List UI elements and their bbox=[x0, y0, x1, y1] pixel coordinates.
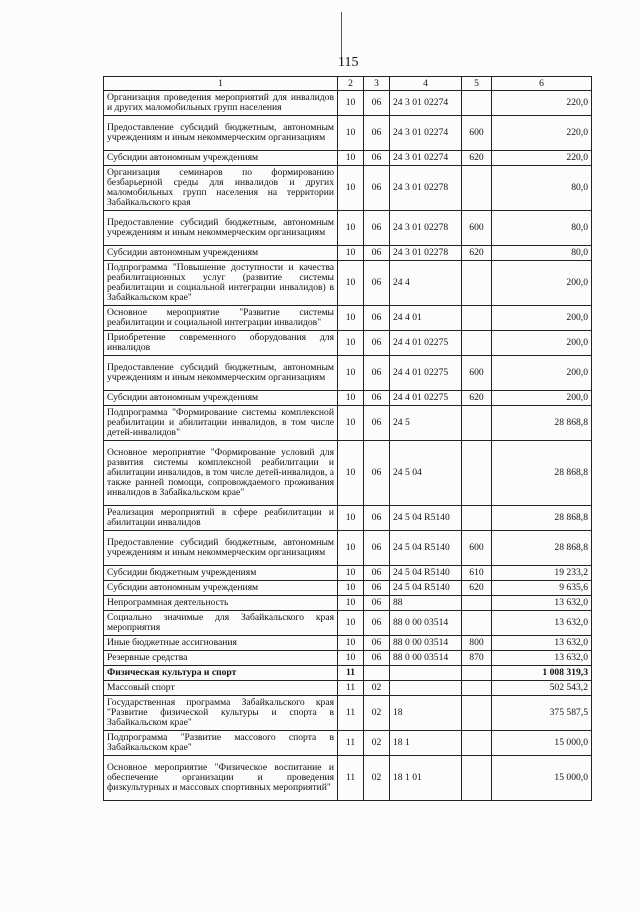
table-row bbox=[104, 166, 592, 211]
expense-type-code: 600 bbox=[462, 356, 492, 391]
table-row bbox=[104, 116, 592, 151]
page-number: 115 bbox=[338, 55, 359, 70]
table-row bbox=[104, 91, 592, 116]
amount: 9 635,6 bbox=[492, 581, 592, 596]
row-name: Подпрограмма "Формирование системы комплексной реабилитации и абилитации инвалидов, в том числе детей-инвалидов" bbox=[104, 406, 338, 441]
amount: 80,0 bbox=[492, 166, 592, 211]
amount: 19 233,2 bbox=[492, 566, 592, 581]
expense-type-code: 620 bbox=[462, 391, 492, 406]
section-code: 11 bbox=[338, 681, 364, 696]
row-name: Основное мероприятие "Развитие системы реабилитации и социальной интеграции инвалидов" bbox=[104, 306, 338, 331]
row-name: Подпрограмма "Развитие массового спорта в Забайкальском крае" bbox=[104, 731, 338, 756]
amount: 13 632,0 bbox=[492, 596, 592, 611]
subsection-code: 02 bbox=[364, 696, 390, 731]
expense-type-code bbox=[462, 441, 492, 506]
expense-type-code bbox=[462, 596, 492, 611]
row-name: Приобретение современного оборудования для инвалидов bbox=[104, 331, 338, 356]
target-article-code: 24 3 01 02278 bbox=[390, 166, 462, 211]
subsection-code: 02 bbox=[364, 731, 390, 756]
target-article-code: 18 1 bbox=[390, 731, 462, 756]
target-article-code: 88 0 00 03514 bbox=[390, 651, 462, 666]
table-row bbox=[104, 331, 592, 356]
expense-type-code bbox=[462, 306, 492, 331]
row-name: Предоставление субсидий бюджетным, автономным учреждениям и иным некоммерческим организациям bbox=[104, 116, 338, 151]
subsection-code: 06 bbox=[364, 151, 390, 166]
column-header: 6 bbox=[492, 77, 592, 91]
expense-type-code: 610 bbox=[462, 566, 492, 581]
section-code: 10 bbox=[338, 391, 364, 406]
table-row bbox=[104, 306, 592, 331]
amount: 200,0 bbox=[492, 331, 592, 356]
row-name: Государственная программа Забайкальского края "Развитие физической культуры и спорта в Забайкальском крае" bbox=[104, 696, 338, 731]
section-code: 10 bbox=[338, 531, 364, 566]
amount: 13 632,0 bbox=[492, 651, 592, 666]
section-code: 10 bbox=[338, 166, 364, 211]
amount: 200,0 bbox=[492, 391, 592, 406]
row-name: Подпрограмма "Повышение доступности и качества реабилитационных услуг (развитие системы реабилитации и социальной интеграции инвалидов) в Забайкальском крае" bbox=[104, 261, 338, 306]
subsection-code: 02 bbox=[364, 681, 390, 696]
amount: 1 008 319,3 bbox=[492, 666, 592, 681]
expense-type-code bbox=[462, 731, 492, 756]
row-name: Предоставление субсидий бюджетным, автономным учреждениям и иным некоммерческим организациям bbox=[104, 211, 338, 246]
amount: 15 000,0 bbox=[492, 756, 592, 801]
subsection-code: 06 bbox=[364, 261, 390, 306]
table-header-row bbox=[104, 77, 592, 91]
subsection-code: 06 bbox=[364, 306, 390, 331]
section-code: 10 bbox=[338, 116, 364, 151]
row-name: Предоставление субсидий бюджетным, автономным учреждениям и иным некоммерческим организациям bbox=[104, 356, 338, 391]
target-article-code: 18 1 01 bbox=[390, 756, 462, 801]
amount: 28 868,8 bbox=[492, 441, 592, 506]
expense-type-code: 800 bbox=[462, 636, 492, 651]
row-name: Резервные средства bbox=[104, 651, 338, 666]
target-article-code: 24 5 04 R5140 bbox=[390, 531, 462, 566]
budget-table bbox=[103, 76, 592, 801]
expense-type-code bbox=[462, 756, 492, 801]
subsection-code: 06 bbox=[364, 441, 390, 506]
subsection-code: 02 bbox=[364, 756, 390, 801]
expense-type-code: 600 bbox=[462, 116, 492, 151]
row-name: Субсидии автономным учреждениям bbox=[104, 391, 338, 406]
section-code: 10 bbox=[338, 306, 364, 331]
table-row bbox=[104, 666, 592, 681]
subsection-code bbox=[364, 666, 390, 681]
column-header: 4 bbox=[390, 77, 462, 91]
row-name: Социально значимые для Забайкальского края мероприятия bbox=[104, 611, 338, 636]
target-article-code: 18 bbox=[390, 696, 462, 731]
section-code: 10 bbox=[338, 611, 364, 636]
section-code: 10 bbox=[338, 596, 364, 611]
amount: 502 543,2 bbox=[492, 681, 592, 696]
target-article-code bbox=[390, 666, 462, 681]
section-code: 10 bbox=[338, 356, 364, 391]
expense-type-code: 870 bbox=[462, 651, 492, 666]
table-row bbox=[104, 391, 592, 406]
target-article-code: 24 4 01 bbox=[390, 306, 462, 331]
target-article-code: 24 3 01 02278 bbox=[390, 246, 462, 261]
table-row bbox=[104, 246, 592, 261]
row-name: Иные бюджетные ассигнования bbox=[104, 636, 338, 651]
target-article-code: 24 4 01 02275 bbox=[390, 356, 462, 391]
row-name: Массовый спорт bbox=[104, 681, 338, 696]
row-name: Непрограммная деятельность bbox=[104, 596, 338, 611]
row-name: Основное мероприятие "Формирование условий для развития системы комплексной реабилитации и абилитации инвалидов, в том числе детей-инвалидов, а также ранней помощи, сопровождаемого проживания инвалидов в Забайкальском крае" bbox=[104, 441, 338, 506]
table-row bbox=[104, 681, 592, 696]
section-code: 11 bbox=[338, 731, 364, 756]
target-article-code: 24 3 01 02274 bbox=[390, 116, 462, 151]
table-row bbox=[104, 756, 592, 801]
target-article-code: 24 3 01 02278 bbox=[390, 211, 462, 246]
target-article-code: 24 5 04 R5140 bbox=[390, 506, 462, 531]
section-code: 10 bbox=[338, 651, 364, 666]
subsection-code: 06 bbox=[364, 506, 390, 531]
amount: 28 868,8 bbox=[492, 406, 592, 441]
section-code: 11 bbox=[338, 696, 364, 731]
target-article-code: 24 5 bbox=[390, 406, 462, 441]
expense-type-code bbox=[462, 696, 492, 731]
table-row bbox=[104, 441, 592, 506]
subsection-code: 06 bbox=[364, 331, 390, 356]
subsection-code: 06 bbox=[364, 406, 390, 441]
subsection-code: 06 bbox=[364, 611, 390, 636]
subsection-code: 06 bbox=[364, 596, 390, 611]
subsection-code: 06 bbox=[364, 116, 390, 151]
amount: 15 000,0 bbox=[492, 731, 592, 756]
expense-type-code bbox=[462, 666, 492, 681]
section-code: 10 bbox=[338, 636, 364, 651]
expense-type-code: 620 bbox=[462, 581, 492, 596]
target-article-code: 24 5 04 R5140 bbox=[390, 566, 462, 581]
amount: 13 632,0 bbox=[492, 636, 592, 651]
table-row bbox=[104, 356, 592, 391]
amount: 28 868,8 bbox=[492, 531, 592, 566]
amount: 375 587,5 bbox=[492, 696, 592, 731]
row-name: Субсидии автономным учреждениям bbox=[104, 581, 338, 596]
target-article-code: 24 5 04 bbox=[390, 441, 462, 506]
table-row bbox=[104, 651, 592, 666]
table-row bbox=[104, 596, 592, 611]
subsection-code: 06 bbox=[364, 636, 390, 651]
section-code: 10 bbox=[338, 406, 364, 441]
table-row bbox=[104, 531, 592, 566]
expense-type-code bbox=[462, 166, 492, 211]
column-header: 2 bbox=[338, 77, 364, 91]
expense-type-code: 620 bbox=[462, 151, 492, 166]
amount: 220,0 bbox=[492, 151, 592, 166]
expense-type-code bbox=[462, 331, 492, 356]
amount: 80,0 bbox=[492, 211, 592, 246]
section-code: 10 bbox=[338, 151, 364, 166]
table-row bbox=[104, 611, 592, 636]
section-code: 10 bbox=[338, 581, 364, 596]
expense-type-code: 600 bbox=[462, 211, 492, 246]
section-code: 10 bbox=[338, 441, 364, 506]
target-article-code bbox=[390, 681, 462, 696]
table-row bbox=[104, 261, 592, 306]
expense-type-code bbox=[462, 406, 492, 441]
column-header: 5 bbox=[462, 77, 492, 91]
section-code: 10 bbox=[338, 261, 364, 306]
section-code: 11 bbox=[338, 756, 364, 801]
subsection-code: 06 bbox=[364, 91, 390, 116]
section-code: 10 bbox=[338, 211, 364, 246]
subsection-code: 06 bbox=[364, 531, 390, 566]
row-name: Физическая культура и спорт bbox=[104, 666, 338, 681]
target-article-code: 24 4 01 02275 bbox=[390, 391, 462, 406]
target-article-code: 88 0 00 03514 bbox=[390, 636, 462, 651]
row-name: Организация семинаров по формированию безбарьерной среды для инвалидов и других маломобильных групп населения на территории Забайкальского края bbox=[104, 166, 338, 211]
subsection-code: 06 bbox=[364, 391, 390, 406]
section-code: 10 bbox=[338, 246, 364, 261]
amount: 13 632,0 bbox=[492, 611, 592, 636]
expense-type-code: 620 bbox=[462, 246, 492, 261]
target-article-code: 24 3 01 02274 bbox=[390, 151, 462, 166]
amount: 200,0 bbox=[492, 261, 592, 306]
amount: 200,0 bbox=[492, 306, 592, 331]
section-code: 11 bbox=[338, 666, 364, 681]
amount: 200,0 bbox=[492, 356, 592, 391]
table-body bbox=[104, 91, 592, 801]
amount: 220,0 bbox=[492, 91, 592, 116]
table-row bbox=[104, 566, 592, 581]
subsection-code: 06 bbox=[364, 166, 390, 211]
subsection-code: 06 bbox=[364, 356, 390, 391]
row-name: Субсидии автономным учреждениям bbox=[104, 246, 338, 261]
column-header: 3 bbox=[364, 77, 390, 91]
target-article-code: 24 3 01 02274 bbox=[390, 91, 462, 116]
expense-type-code bbox=[462, 91, 492, 116]
amount: 220,0 bbox=[492, 116, 592, 151]
row-name: Организация проведения мероприятий для инвалидов и других маломобильных групп населения bbox=[104, 91, 338, 116]
table-row bbox=[104, 506, 592, 531]
expense-type-code bbox=[462, 506, 492, 531]
row-name: Основное мероприятие "Физическое воспитание и обеспечение организации и проведения физкультурных и массовых спортивных мероприятий" bbox=[104, 756, 338, 801]
table-row bbox=[104, 731, 592, 756]
row-name: Предоставление субсидий бюджетным, автономным учреждениям и иным некоммерческим организациям bbox=[104, 531, 338, 566]
section-code: 10 bbox=[338, 331, 364, 356]
section-code: 10 bbox=[338, 91, 364, 116]
amount: 80,0 bbox=[492, 246, 592, 261]
target-article-code: 88 0 00 03514 bbox=[390, 611, 462, 636]
table-row bbox=[104, 636, 592, 651]
row-name: Реализация мероприятий в сфере реабилитации и абилитации инвалидов bbox=[104, 506, 338, 531]
expense-type-code bbox=[462, 681, 492, 696]
table-row bbox=[104, 151, 592, 166]
target-article-code: 24 4 01 02275 bbox=[390, 331, 462, 356]
expense-type-code bbox=[462, 611, 492, 636]
table-row bbox=[104, 696, 592, 731]
target-article-code: 24 5 04 R5140 bbox=[390, 581, 462, 596]
amount: 28 868,8 bbox=[492, 506, 592, 531]
target-article-code: 24 4 bbox=[390, 261, 462, 306]
table-row bbox=[104, 406, 592, 441]
row-name: Субсидии автономным учреждениям bbox=[104, 151, 338, 166]
target-article-code: 88 bbox=[390, 596, 462, 611]
expense-type-code bbox=[462, 261, 492, 306]
subsection-code: 06 bbox=[364, 566, 390, 581]
row-name: Субсидии бюджетным учреждениям bbox=[104, 566, 338, 581]
expense-type-code: 600 bbox=[462, 531, 492, 566]
column-header: 1 bbox=[104, 77, 338, 91]
table-row bbox=[104, 581, 592, 596]
table-row bbox=[104, 211, 592, 246]
subsection-code: 06 bbox=[364, 246, 390, 261]
subsection-code: 06 bbox=[364, 651, 390, 666]
subsection-code: 06 bbox=[364, 211, 390, 246]
subsection-code: 06 bbox=[364, 581, 390, 596]
section-code: 10 bbox=[338, 506, 364, 531]
section-code: 10 bbox=[338, 566, 364, 581]
